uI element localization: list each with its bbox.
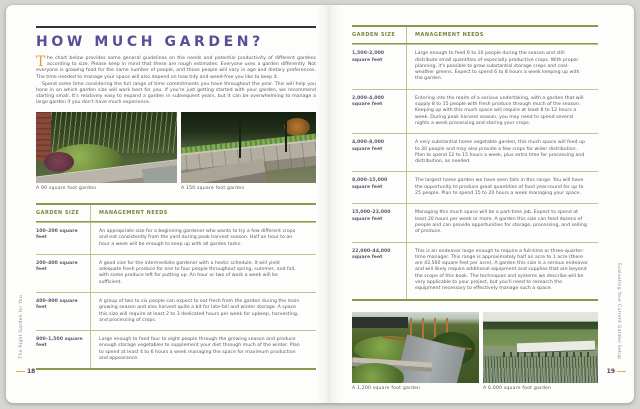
photo-caption: A 150 square foot garden (181, 185, 245, 191)
photo-art-layer (285, 112, 287, 152)
intro-paragraph-1 (36, 56, 316, 81)
management-needs-cell: Managing this much space will be a part-time job. Expect to spend at least 20 hours per week or more. A garden this size can feed dozens of people and can provide opportunities for storage, processing, and selling of produce. (406, 204, 598, 241)
photo-caption: A 6,000 square foot garden (483, 385, 552, 391)
garden-size-cell: 2,000–4,000 square feet (352, 95, 384, 108)
management-needs-cell: This is an endeavor large enough to require a full-time or three-quarter-time manager. This range is approximately half an acre to 1 acre (there are 43,560 square feet per acre). A garden this size is a serious endeavor and will likely require additional equipment and supplies that are beyond the scope of this book. The techniques and systems we describe will be very applicable to your project, but you'll need to research the equipment necessary to effectively manage such a space. (406, 243, 598, 299)
page-number-text: 19 (606, 368, 615, 375)
garden-size-cell: 200–400 square feet (36, 260, 78, 273)
photo-art-layer (352, 317, 408, 328)
garden-size-cell: 22,000–44,000 square feet (352, 248, 391, 260)
photo-caption: A 90 square foot garden (36, 185, 97, 191)
garden-size-cell: 800–1,500 square feet (36, 337, 83, 349)
table-row (36, 254, 316, 292)
garden-size-cell: 100–200 square feet (36, 228, 78, 241)
table-header-row (36, 205, 316, 222)
page-gutter (316, 5, 342, 403)
management-needs-cell: The largest home garden we have seen falls in this range. You will have the opportunity to produce great quantities of food year-round for up to 25 people. Plan to spend 15 to 20 hours a week managing your space. (406, 172, 598, 203)
management-needs-cell: A good size for the intermediate gardener with a hectic schedule. It will yield adequate fresh produce for one to four people throughout spring, summer, and fall, with some produce left for putting up. An hour or two of work a week will be sufficient. (90, 255, 316, 292)
intro-text (36, 56, 316, 107)
table-row (36, 292, 316, 330)
right-page (352, 5, 598, 403)
book-spread (6, 5, 634, 403)
right-photo-row (352, 312, 598, 383)
photo-90-square-foot-garden (36, 112, 177, 183)
page-number-text: 18 (27, 368, 36, 375)
table-row (352, 89, 598, 133)
photo-1200-square-foot-garden (352, 312, 479, 383)
garden-size-table-left (36, 203, 316, 371)
garden-size-cell: 8,000–15,000 square feet (352, 178, 388, 190)
table-row (352, 133, 598, 171)
photo-art-layer (239, 114, 241, 158)
left-running-head: The Right Garden for You (19, 295, 24, 359)
left-page (36, 5, 316, 403)
photo-caption: A 1,200 square foot garden (352, 385, 421, 391)
management-needs-cell: Large enough to feed four to eight people through the growing season and produce enough storage vegetables to supplement your diet through much of the winter. Plan to spend at least 4 to 6 hours a week managing the space for maximum production and appearance. (90, 331, 316, 368)
left-page-number (16, 368, 35, 375)
garden-size-header: GARDEN SIZE (352, 32, 396, 38)
management-needs-cell: A very substantial home vegetable garden, this much space will feed up to 20 people and may also provide a few crops for wider distribution. Plan to spend 12 to 15 hours a week, plus extra time for processing and distribution, as needed. (406, 134, 598, 171)
title-rule (36, 26, 316, 28)
left-photo-row (36, 112, 316, 183)
folio-dash (617, 371, 626, 373)
garden-size-cell: 400–800 square feet (36, 299, 78, 311)
photo-6000-square-foot-garden (483, 312, 598, 383)
garden-size-table-right (352, 25, 598, 301)
management-needs-cell: Large enough to feed 6 to 10 people during the season and still distribute small quantities of especially productive crops. With proper planning, it's possible to grow substantial storage crops and cool-weather greens. Expect to spend 6 to 8 hours a week keeping up with the garden. (406, 45, 598, 88)
photo-art-layer (44, 152, 74, 172)
management-needs-header: MANAGEMENT NEEDS (90, 205, 316, 221)
management-needs-cell: An appropriate size for a beginning gardener who wants to try a few different crops and eat consistently from the yard during peak harvest season. Half an hour to an hour a week will be enough to keep up with all garden tasks. (90, 223, 316, 254)
garden-size-cell: 4,000–8,000 square feet (352, 140, 384, 152)
garden-size-cell: 1,500–2,000 square feet (352, 51, 384, 63)
table-row (352, 203, 598, 241)
photo-art-layer (284, 118, 310, 136)
table-row (36, 330, 316, 368)
folio-dash (16, 371, 25, 373)
garden-size-header: GARDEN SIZE (36, 209, 80, 216)
table-row (36, 222, 316, 254)
management-needs-header: MANAGEMENT NEEDS (406, 27, 598, 43)
table-header-row (352, 27, 598, 44)
table-row (352, 44, 598, 88)
table-row (352, 171, 598, 203)
garden-size-cell: 15,000–22,000 square feet (352, 210, 391, 222)
page-title: HOW MUCH GARDEN? (36, 34, 264, 50)
intro-paragraph-1-text: he chart below provides some general guidelines on the needs and potential productivity of different gardens according to size. Please keep in mind that these are rough estimates: Everyone uses a garden differently. Not everyone is growing food for the same number of people, and those people will vary in age and dietary preferences. The time needed to manage your space will also depend on how tidy and weed-free you like to keep it. (36, 56, 316, 80)
right-running-head: Evaluating Your Current Garden Setup (616, 262, 621, 359)
table-row (352, 242, 598, 299)
left-caption-row (36, 186, 316, 191)
photo-art-layer (483, 368, 598, 382)
photo-150-square-foot-garden (181, 112, 316, 183)
right-page-number (607, 368, 626, 375)
dropcap: T (36, 54, 46, 70)
right-caption-row (352, 386, 598, 391)
management-needs-cell: Entering into the realm of a serious undertaking, with a garden that will supply 8 to 15 people with fresh produce through much of the season. Keeping up with this much space will require at least 8 to 12 hours a week. During peak harvest season, you may need to spend several nights a week processing and storing your crops. (406, 90, 598, 133)
management-needs-cell: A group of two to six people can expect to eat fresh from the garden during the main growing season and also harvest quite a bit for late-fall and winter storage. A space this size will require at least 2 to 3 dedicated hours per week for upkeep, harvesting, and processing of crops. (90, 293, 316, 330)
intro-paragraph-2: Spend some time considering the full range of time commitments you have throughout the year. This will help you hone in on which garden size will work best for you. If you're just getting started with your garden, we recommend starting small. It's relatively easy to expand a garden in subsequent years, but it can be overwhelming to manage a large garden if you don't have much experience. (36, 81, 316, 106)
